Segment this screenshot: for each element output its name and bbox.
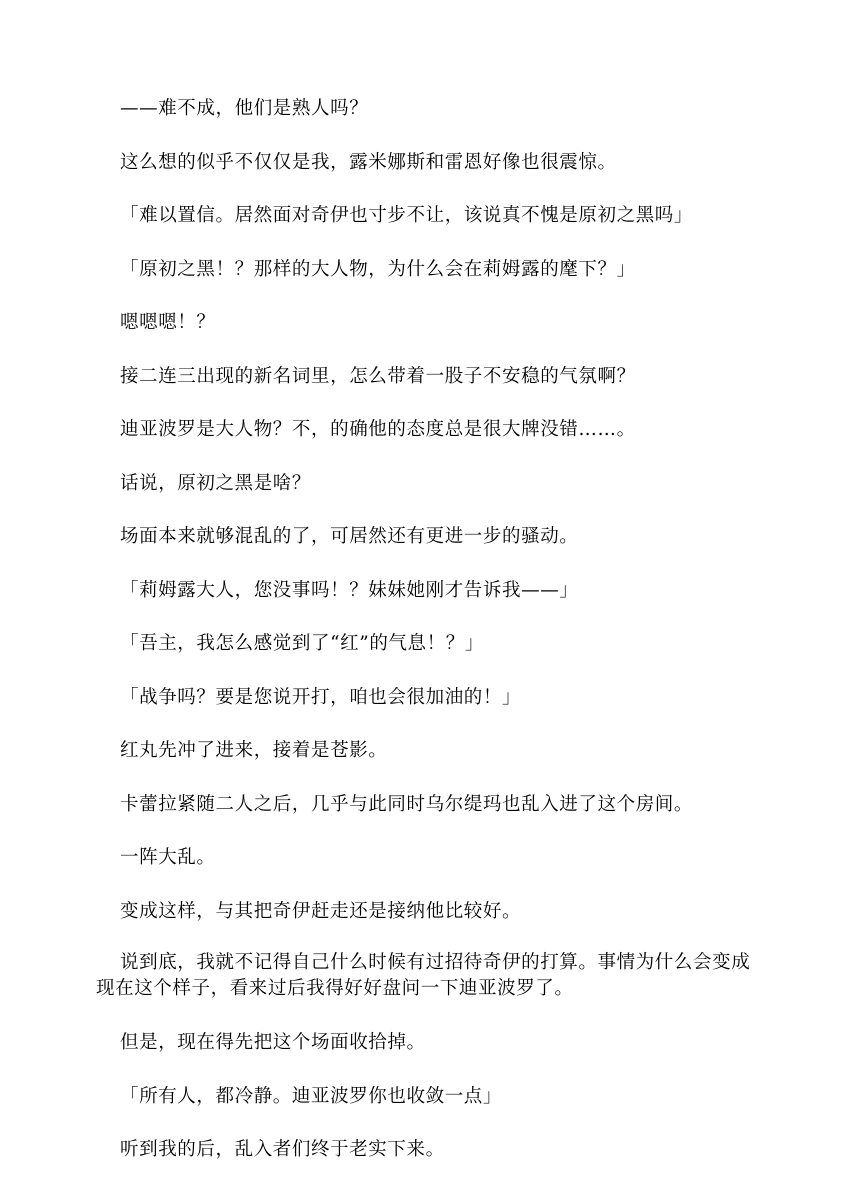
paragraph: 「原初之黑！？那样的大人物，为什么会在莉姆露的麾下？」 (120, 258, 636, 280)
paragraph: 「莉姆露大人，您没事吗！？妹妹她刚才告诉我——」 (120, 579, 579, 601)
paragraph: 接二连三出现的新名词里，怎么带着一股子不安稳的气氛啊？ (120, 365, 636, 387)
paragraph: 「难以置信。居然面对奇伊也寸步不让，该说真不愧是原初之黑吗」 (120, 205, 694, 226)
paragraph: 这么想的似乎不仅仅是我，露米娜斯和雷恩好像也很震惊。 (120, 151, 617, 173)
paragraph: 一阵大乱。 (120, 847, 216, 868)
paragraph: 话说，原初之黑是啥？ (120, 472, 312, 494)
paragraph: 说到底，我就不记得自己什么时候有过招待奇伊的打算。事情为什么会变成现在这个样子，看来过后我得好好盘问一下迪亚波罗了。 (96, 952, 751, 999)
paragraph: 场面本来就够混乱的了，可居然还有更进一步的骚动。 (120, 526, 579, 547)
paragraph: 迪亚波罗是大人物？不，的确他的态度总是很大牌没错……。 (120, 419, 636, 440)
paragraph: 卡蕾拉紧随二人之后，几乎与此同时乌尔缇玛也乱入进了这个房间。 (120, 793, 694, 815)
paragraph: 「所有人，都冷静。迪亚波罗你也收敛一点」 (120, 1085, 503, 1107)
paragraph: 听到我的后，乱入者们终于老实下来。 (120, 1139, 445, 1160)
paragraph: 但是，现在得先把这个场面收拾掉。 (120, 1032, 426, 1053)
paragraph: 红丸先冲了进来，接着是苍影。 (120, 740, 388, 761)
paragraph: ——难不成，他们是熟人吗？ (120, 98, 369, 119)
paragraph: 变成这样，与其把奇伊赶走还是接纳他比较好。 (120, 900, 522, 922)
paragraph: 嗯嗯嗯！？ (120, 312, 216, 333)
paragraph: 「战争吗？要是您说开打，咱也会很加油的！」 (120, 686, 522, 708)
document-body (96, 94, 756, 1189)
paragraph: 「吾主，我怎么感觉到了“红”的气息！？」 (120, 633, 484, 654)
